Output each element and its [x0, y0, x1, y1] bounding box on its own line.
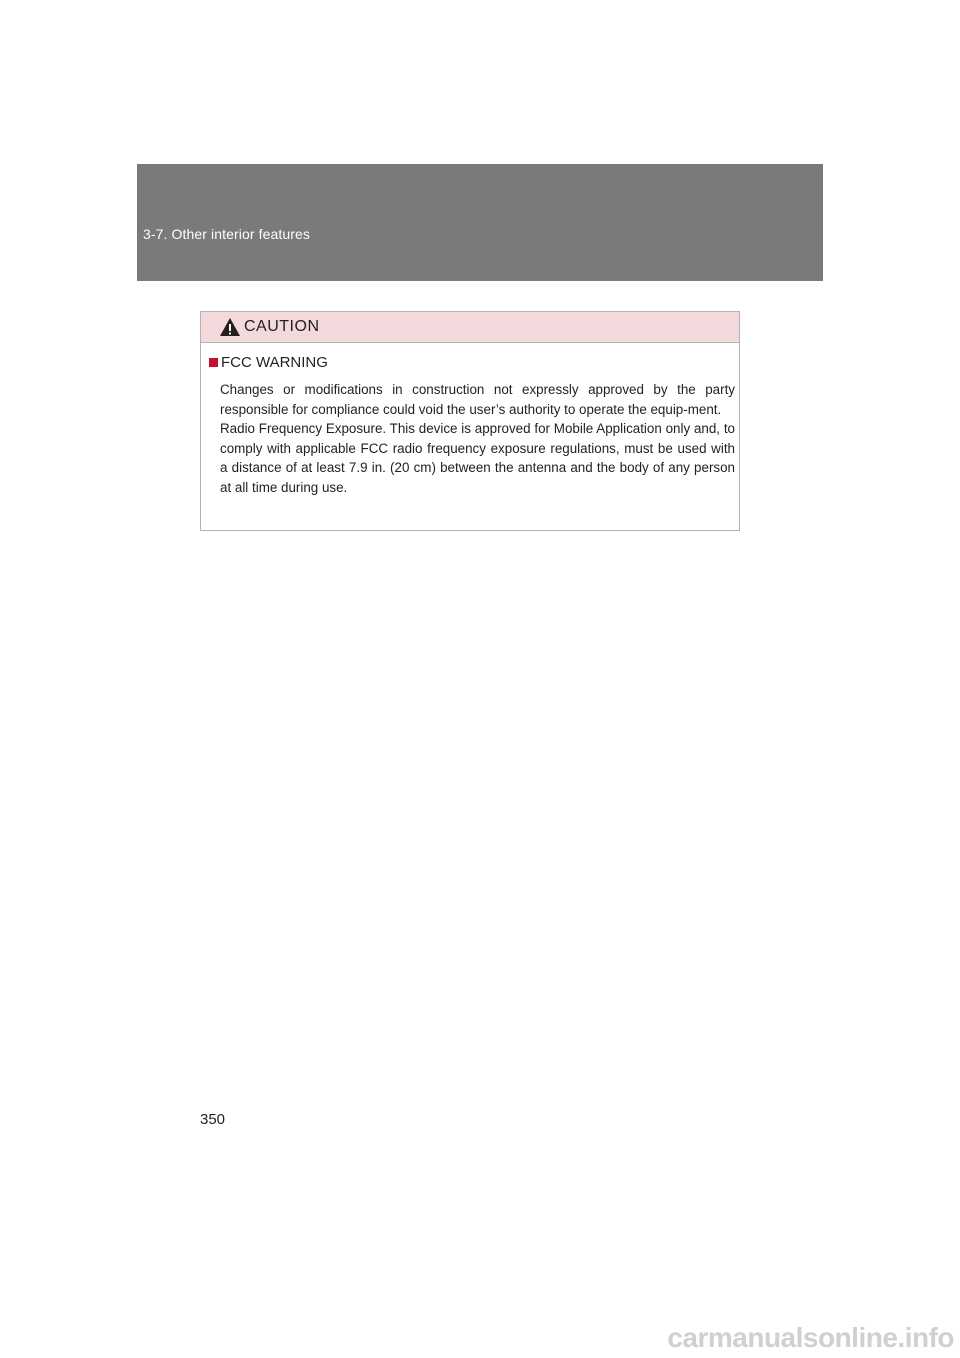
caution-label: CAUTION	[244, 318, 320, 335]
caution-box	[200, 311, 740, 531]
item-body	[220, 380, 735, 497]
paragraph-rf-exposure: Radio Frequency Exposure. This device is approved for Mobile Application only and, to comply with applicable FCC radio frequency exposure regulations, must be used with a distance of at least 7.9 in. (20 cm) between the antenna and the body of any person at all time during use.	[220, 421, 735, 495]
item-title-text: FCC WARNING	[221, 354, 328, 371]
warning-triangle-icon	[219, 317, 241, 337]
page-number: 350	[200, 1111, 226, 1128]
square-bullet-icon	[209, 358, 218, 367]
header-band	[137, 164, 823, 281]
paragraph-modifications: Changes or modifications in construction not expressly approved by the party responsible for compliance could void the user’s authority to operate the equip-ment.	[220, 382, 735, 417]
watermark: carmanualsonline.info	[667, 1322, 954, 1353]
item-title	[209, 354, 328, 371]
caution-header	[201, 312, 739, 343]
section-title: 3-7. Other interior features	[143, 226, 310, 242]
